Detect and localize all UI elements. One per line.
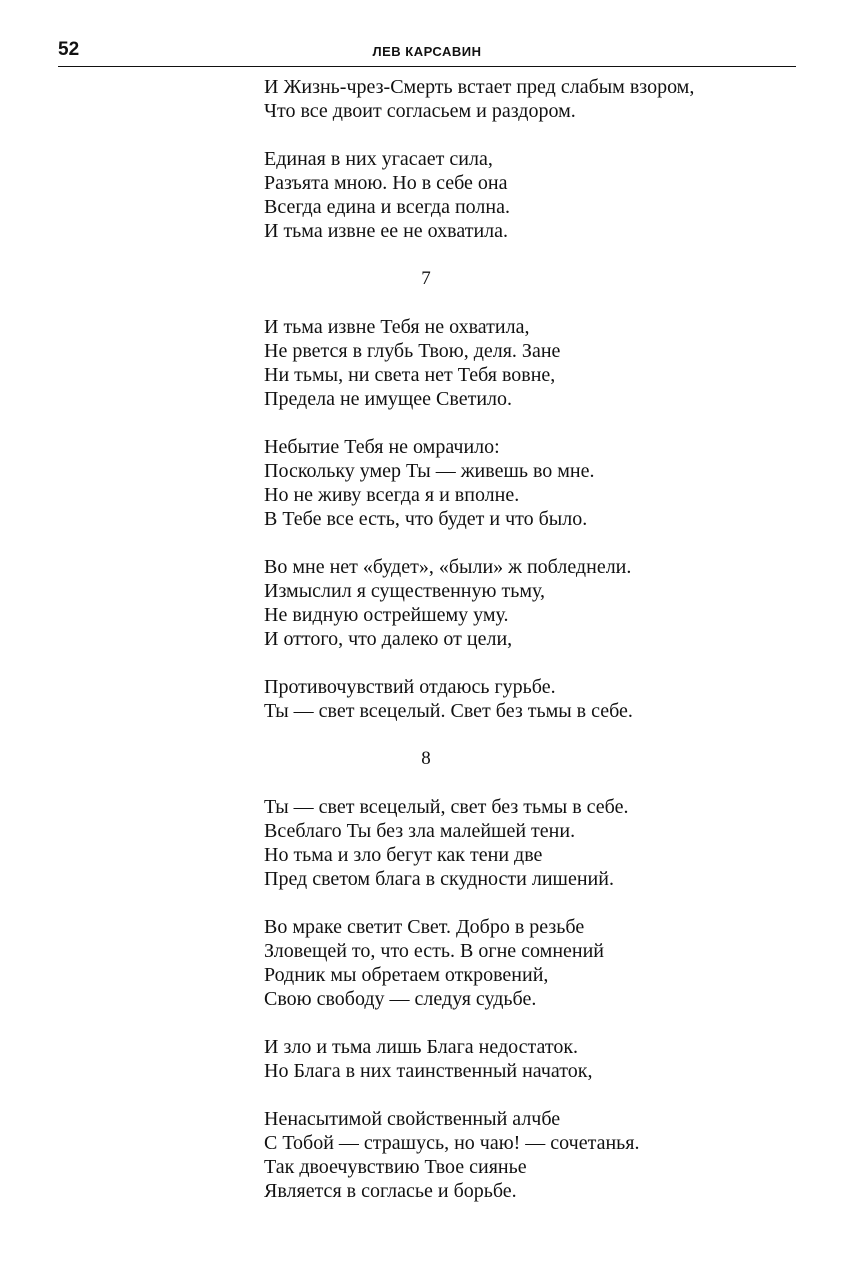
- stanza: [264, 555, 804, 651]
- running-title: ЛЕВ КАРСАВИН: [372, 44, 482, 59]
- verse-line: Измыслил я существенную тьму,: [264, 580, 545, 602]
- stanza: [264, 1035, 804, 1083]
- poem-body: [264, 75, 804, 1227]
- verse-line: Ненасытимой свойственный алчбе: [264, 1108, 561, 1130]
- section-number: 8: [421, 748, 431, 769]
- page-header: [58, 38, 796, 67]
- stanza: [264, 75, 804, 123]
- verse-line: Свою свободу — следуя судьбе.: [264, 988, 537, 1010]
- verse-line: Родник мы обретаем откровений,: [264, 964, 549, 986]
- verse-line: Что все двоит согласьем и раздором.: [264, 100, 576, 122]
- verse-line: Пред светом блага в скудности лишений.: [264, 868, 614, 890]
- verse-line: Так двоечувствию Твое сиянье: [264, 1156, 527, 1178]
- verse-line: Всегда едина и всегда полна.: [264, 196, 510, 218]
- stanza: [264, 675, 804, 723]
- page-number: 52: [58, 39, 80, 60]
- verse-line: Предела не имущее Светило.: [264, 388, 513, 410]
- verse-line: И оттого, что далеко от цели,: [264, 628, 513, 650]
- verse-line: Всеблаго Ты без зла малейшей тени.: [264, 820, 576, 842]
- verse-line: Во мне нет «будет», «были» ж побледнели.: [264, 556, 632, 578]
- verse-line: Ни тьмы, ни света нет Тебя вовне,: [264, 364, 556, 386]
- verse-line: И тьма извне ее не охватила.: [264, 220, 509, 242]
- stanza: [264, 915, 804, 1011]
- verse-line: Не видную острейшему уму.: [264, 604, 509, 626]
- verse-line: Ты — свет всецелый, свет без тьмы в себе.: [264, 796, 629, 818]
- stanza: [264, 435, 804, 531]
- verse-line: Но не живу всегда я и вполне.: [264, 484, 520, 506]
- verse-line: И тьма извне Тебя не охватила,: [264, 316, 530, 338]
- verse-line: Разъята мною. Но в себе она: [264, 172, 508, 194]
- stanza: [264, 315, 804, 411]
- verse-line: Поскольку умер Ты — живешь во мне.: [264, 460, 595, 482]
- verse-line: Зловещей то, что есть. В огне сомнений: [264, 940, 605, 962]
- verse-line: Во мраке светит Свет. Добро в резьбе: [264, 916, 585, 938]
- verse-line: Единая в них угасает сила,: [264, 148, 493, 170]
- verse-line: Противочувствий отдаюсь гурьбе.: [264, 676, 556, 698]
- verse-line: И Жизнь-чрез-Смерть встает пред слабым взором,: [264, 76, 695, 98]
- section-number: 7: [421, 268, 431, 289]
- verse-line: Но тьма и зло бегут как тени две: [264, 844, 543, 866]
- verse-line: В Тебе все есть, что будет и что было.: [264, 508, 588, 530]
- verse-line: Ты — свет всецелый. Свет без тьмы в себе.: [264, 700, 633, 722]
- stanza: [264, 795, 804, 891]
- verse-line: Не рвется в глубь Твою, деля. Зане: [264, 340, 561, 362]
- verse-line: С Тобой — страшусь, но чаю! — сочетанья.: [264, 1132, 640, 1154]
- stanza: [264, 147, 804, 243]
- verse-line: Но Блага в них таинственный начаток,: [264, 1060, 593, 1082]
- stanza: [264, 1107, 804, 1203]
- verse-line: И зло и тьма лишь Блага недостаток.: [264, 1036, 579, 1058]
- verse-line: Небытие Тебя не омрачило:: [264, 436, 500, 458]
- verse-line: Является в согласье и борьбе.: [264, 1180, 517, 1202]
